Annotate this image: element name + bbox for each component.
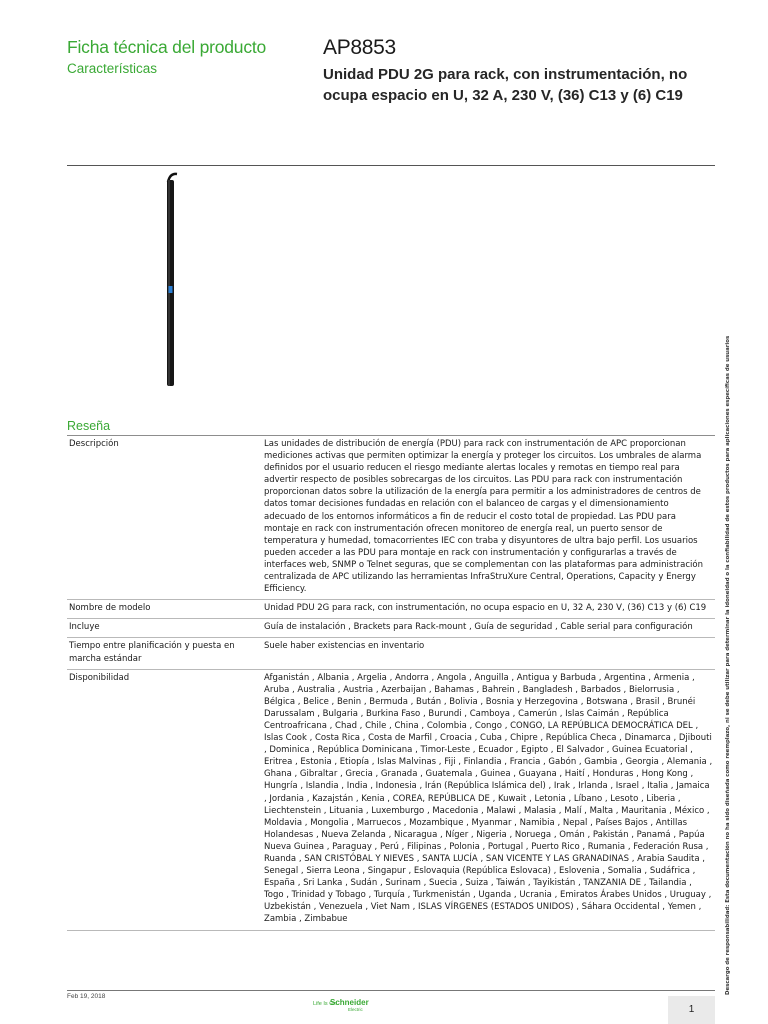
footer-date: Feb 19, 2018	[67, 993, 106, 1000]
row-value: Unidad PDU 2G para rack, con instrumentación, no ocupa espacio en U, 32 A, 230 V, (36) C13 y (6) C19	[264, 603, 707, 614]
product-description: Unidad PDU 2G para rack, con instrumentación, no ocupa espacio en U, 32 A, 230 V, (36) C13 y (6) C19	[323, 66, 688, 104]
header-divider	[67, 165, 715, 166]
row-value: Las unidades de distribución de energía (PDU) para rack con instrumentación de APC proporcionan mediciones activas que permiten optimizar la energía y proteger los circuitos. Los umbrales de alarma definidos por el usuario reducen el riesgo mediante alertas locales y remotas en tiempo real para advertir respecto de posibles sobrecargas de los circuitos. Las PDU para rack con instrumentación proporcionan datos sobre la utilización de la energía para permitir a los administradores de centros de datos tomar decisiones fundadas en relación con el balanceo de cargas y el dimensionamiento adecuado de los entornos informáticos a fin de reducir el costo total de propiedad. Las PDU para montaje en rack con instrumentación ofrecen monitoreo de energía real, un puerto sensor de temperatura y humedad, tomacorrientes IEC con traba y disyuntores de ultra bajo perfil. Los usuarios pueden acceder a las PDU para montaje en rack con instrumentación y configurarlas a través de interfaces web, SNMP o Telnet seguras, que se complementan con las plataformas para administración centralizada de APC utilizando las herramientas InfraStruXure Central, Operations, Capacity y Energy Efficiency.	[264, 439, 703, 595]
section-title: Reseña	[67, 419, 111, 433]
row-value: Guía de instalación , Brackets para Rack-mount , Guía de seguridad , Cable serial para configuración	[264, 622, 693, 633]
row-label: Nombre de modelo	[69, 603, 151, 614]
row-label: Incluye	[69, 622, 100, 633]
logo-tagline: Life Is On	[313, 1001, 337, 1007]
product-code: AP8853	[323, 36, 396, 59]
row-value: Afganistán , Albania , Argelia , Andorra , Angola , Anguilla , Antigua y Barbuda , Argentina , Armenia , Aruba , Australia , Austria , Azerbaijan , Bahamas , Bahrein , Bangladesh , Barbados , Bielorrusia , Bélgica , Belice , Benin , Bermuda , Bután , Bolivia , Bosnia y Herzegovina , Botswana , Brasil , Brunéi Darussalam , Bulgaria , Burkina Faso , Burundi , Camboya , Camerún , Islas Caimán , República Centroafricana , Chad , Chile , China , Colombia , Congo , CONGO, LA REPÚBLICA DEMOCRÁTICA DEL , Islas Cook , Costa Rica , Costa de Marfil , Croacia , Cuba , Chipre , República Checa , Dinamarca , Djibouti , Dominica , República Dominicana , Timor-Leste , Ecuador , Egipto , El Salvador , Guinea Ecuatorial , Eritrea , Estonia , Etiopía , Islas Malvinas , Fiji , Finlandia , Francia , Gabón , Gambia , Georgia , Alemania , Ghana , Gibraltar , Grecia , Granada , Guatemala , Guinea , Guayana , Haití , Honduras , Hong Kong , Hungría , Islandia , India , Indonesia , Irán (República Islámica del) , Irak , Irlanda , Israel , Italia , Jamaica , Jordania , Kazajstán , Kenia , COREA, REPÚBLICA DE , Kuwait , Letonia , Líbano , Lesoto , Liberia , Liechtenstein , Lituania , Luxemburgo , Macedonia , Malawi , Malasia , Malí , Malta , Mauritania , México , Moldavia , Mongolia , Marruecos , Mozambique , Myanmar , Namibia , Nepal , Países Bajos , Antillas Holandesas , Nueva Zelanda , Nicaragua , Níger , Nigeria , Noruega , Omán , Pakistán , Panamá , Papúa Nueva Guinea , Paraguay , Perú , Filipinas , Polonia , Portugal , Puerto Rico , Rumania , Federación Rusa , Ruanda , SAN CRISTÓBAL Y NIEVES , SANTA LUCÍA , SAN VICENTE Y LAS GRANADINAS , Arabia Saudita , Senegal , Sierra Leona , Singapur , Eslovaquia (República Eslovaca) , Eslovenia , Somalia , Sudáfrica , España , Sri Lanka , Sudán , Surinam , Suecia , Suiza , Taiwán , Tayikistán , TANZANIA DE , Tailandia , Togo , Trinidad y Tobago , Turquía , Turkmenistán , Uganda , Ucrania , Emiratos Árabes Unidos , Uruguay , Uzbekistán , Venezuela , Viet Nam , ISLAS VÍRGENES (ESTADOS UNIDOS) , Sáhara Occidental , Yemen , Zambia , Zimbabue	[264, 672, 713, 925]
spec-table	[67, 435, 715, 931]
table-row	[67, 619, 715, 638]
schneider-logo	[313, 998, 393, 1014]
page-subtitle: Características	[67, 61, 158, 76]
page-title: Ficha técnica del producto	[67, 37, 267, 57]
side-disclaimer-text: Descargo de responsabilidad: Esta documentación no ha sido diseñada como reemplazo, ni se debe utilizar para determinar la idoneidad o la confiabilidad de estos productos para aplicaciones específicas de usuarios	[725, 335, 731, 995]
table-row	[67, 436, 715, 600]
side-disclaimer	[723, 245, 735, 995]
footer-divider	[67, 990, 715, 991]
row-label: Tiempo entre planificación y puesta en marcha estándar	[69, 641, 235, 664]
product-image	[158, 170, 192, 390]
row-label: Disponibilidad	[69, 672, 130, 683]
table-row	[67, 600, 715, 619]
logo-brand: Schneider	[330, 998, 369, 1007]
row-label: Descripción	[69, 439, 119, 449]
logo-brand-sub: Electric	[348, 1007, 363, 1012]
row-value: Suele haber existencias en inventario	[264, 641, 425, 652]
table-row	[67, 638, 715, 669]
page-number: 1	[688, 1004, 695, 1015]
table-row	[67, 669, 715, 930]
page-number-box	[668, 996, 715, 1024]
